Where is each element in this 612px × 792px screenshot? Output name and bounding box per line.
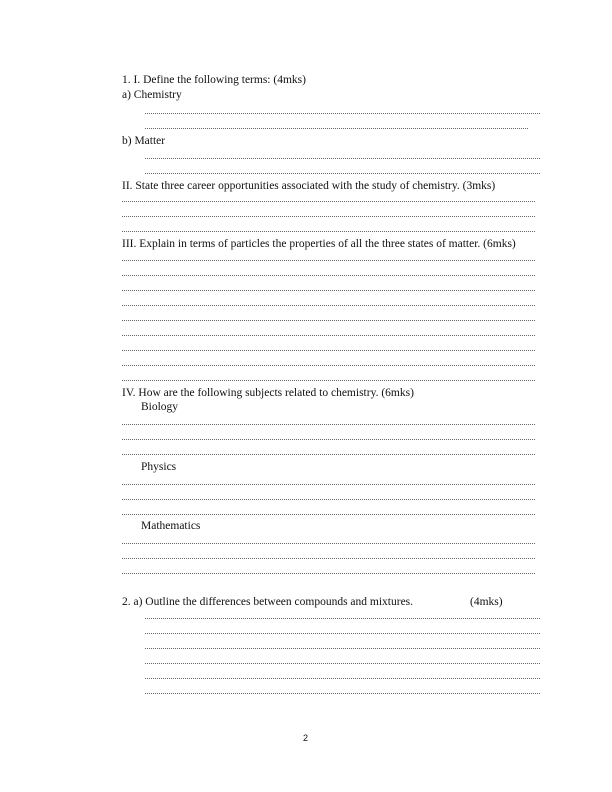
answer-line xyxy=(122,484,535,485)
question-2-marks: (4mks) xyxy=(470,596,503,608)
answer-line xyxy=(122,216,535,217)
section-iv-question: IV. How are the following subjects related to chemistry. (6mks) xyxy=(122,387,414,399)
answer-line xyxy=(122,380,535,381)
answer-line xyxy=(122,543,535,544)
answer-line xyxy=(122,350,535,351)
answer-line xyxy=(122,499,535,500)
section-iii-question: III. Explain in terms of particles the properties of all the three states of matter. (6mks) xyxy=(122,238,516,250)
answer-line xyxy=(122,573,535,574)
question-1-heading: 1. I. Define the following terms: (4mks) xyxy=(122,74,306,86)
question-2-prompt: 2. a) Outline the differences between compounds and mixtures. xyxy=(122,596,414,608)
answer-line xyxy=(122,305,535,306)
subject-physics: Physics xyxy=(141,461,177,473)
subject-biology: Biology xyxy=(141,401,179,413)
answer-line xyxy=(145,678,540,679)
page-number: 2 xyxy=(303,733,309,743)
answer-line xyxy=(145,693,540,694)
answer-line xyxy=(122,558,535,559)
answer-line xyxy=(122,514,535,515)
answer-line xyxy=(145,648,540,649)
part-b-label: b) Matter xyxy=(122,135,166,147)
answer-line xyxy=(122,365,535,366)
answer-line xyxy=(145,618,540,619)
answer-line xyxy=(122,454,535,455)
answer-line xyxy=(145,633,540,634)
answer-line xyxy=(145,158,540,159)
answer-line xyxy=(145,173,540,174)
section-ii-question: II. State three career opportunities associated with the study of chemistry. (3mks) xyxy=(122,180,496,192)
answer-line xyxy=(145,128,528,129)
answer-line xyxy=(122,424,535,425)
answer-line xyxy=(145,663,540,664)
answer-line xyxy=(122,275,535,276)
answer-line xyxy=(122,260,535,261)
answer-line xyxy=(122,320,535,321)
answer-line xyxy=(122,201,535,202)
answer-line xyxy=(122,231,535,232)
part-a-label: a) Chemistry xyxy=(122,89,182,101)
subject-mathematics: Mathematics xyxy=(141,520,201,532)
answer-line xyxy=(122,290,535,291)
answer-line xyxy=(122,335,535,336)
answer-line xyxy=(145,113,540,114)
answer-line xyxy=(122,439,535,440)
